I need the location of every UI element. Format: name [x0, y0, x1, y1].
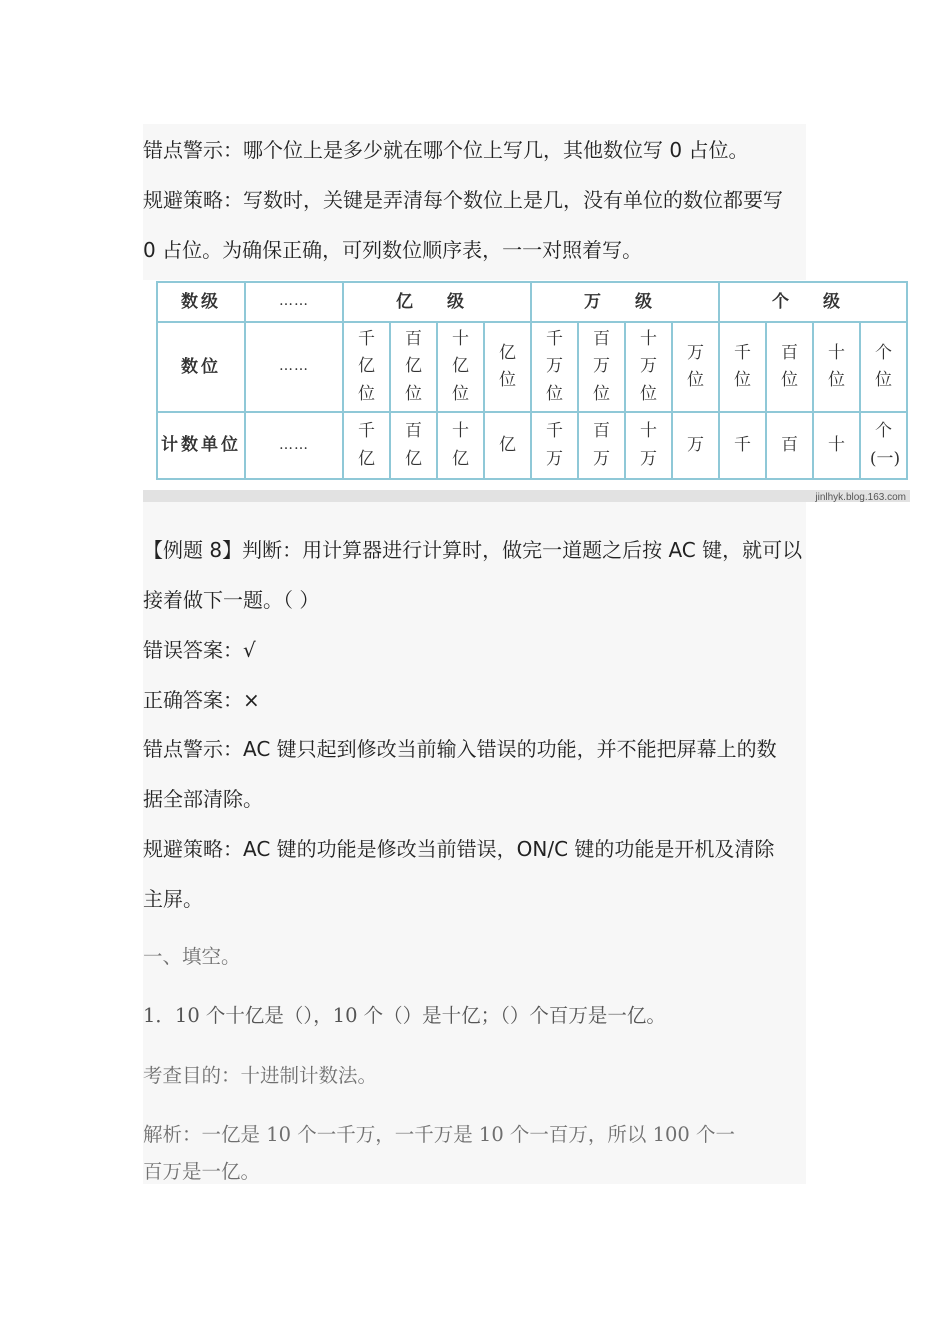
warning-text-2-cont: 据全部清除。 [143, 787, 263, 811]
strategy-text-2: 规避策略：AC 键的功能是修改当前错误，ON/C 键的功能是开机及清除 [143, 837, 775, 861]
dots-cell: …… [245, 412, 343, 479]
group-ge: 个 级 [719, 282, 907, 322]
unit-row [157, 412, 907, 479]
digit-cell: 个位 [860, 322, 907, 412]
unit-cell: 十 [813, 412, 860, 479]
digit-cell: 万位 [672, 322, 719, 412]
row-label-level: 数级 [157, 282, 245, 322]
exercise-question-1: 1．10 个十亿是（），10 个（）是十亿；（）个百万是一亿。 [143, 1004, 666, 1027]
unit-cell: 十万 [625, 412, 672, 479]
unit-cell: 万 [672, 412, 719, 479]
row-label-digit: 数位 [157, 322, 245, 412]
example-question-cont: 接着做下一题。（ ） [143, 588, 320, 612]
row-label-unit: 计数单位 [157, 412, 245, 479]
digit-row [157, 322, 907, 412]
section-heading: 一、填空。 [143, 945, 241, 968]
digit-cell: 百万位 [578, 322, 625, 412]
example-question: 【例题 8】判断：用计算器进行计算时，做完一道题之后按 AC 键，就可以 [143, 538, 803, 562]
unit-cell: 百亿 [390, 412, 437, 479]
unit-cell: 千 [719, 412, 766, 479]
digit-cell: 十亿位 [437, 322, 484, 412]
dots-cell: …… [245, 322, 343, 412]
correct-answer: 正确答案：× [143, 688, 260, 712]
digit-cell: 百亿位 [390, 322, 437, 412]
exam-purpose: 考查目的：十进制计数法。 [143, 1064, 378, 1087]
unit-cell: 十亿 [437, 412, 484, 479]
warning-text: 错点警示：哪个位上是多少就在哪个位上写几，其他数位写 0 占位。 [143, 138, 749, 162]
strategy-text-2-cont: 主屏。 [143, 887, 203, 911]
digit-cell: 百位 [766, 322, 813, 412]
analysis-text-cont: 百万是一亿。 [143, 1160, 261, 1183]
digit-cell: 千万位 [531, 322, 578, 412]
unit-cell: 千万 [531, 412, 578, 479]
unit-cell: 亿 [484, 412, 531, 479]
strategy-text: 规避策略：写数时，关键是弄清每个数位上是几，没有单位的数位都要写 [143, 188, 783, 212]
group-yi: 亿 级 [343, 282, 531, 322]
dots-cell: …… [245, 282, 343, 322]
digit-cell: 十位 [813, 322, 860, 412]
wrong-answer: 错误答案：√ [143, 638, 256, 662]
place-value-table [156, 281, 908, 480]
group-wan: 万 级 [531, 282, 719, 322]
digit-cell: 亿位 [484, 322, 531, 412]
unit-cell: 百 [766, 412, 813, 479]
digit-cell: 十万位 [625, 322, 672, 412]
digit-cell: 千位 [719, 322, 766, 412]
image-credit: jinlhyk.blog.163.com [815, 492, 906, 503]
unit-cell: 千亿 [343, 412, 390, 479]
digit-cell: 千亿位 [343, 322, 390, 412]
warning-text-2: 错点警示：AC 键只起到修改当前输入错误的功能，并不能把屏幕上的数 [143, 737, 777, 761]
strategy-text-cont: 0 占位。为确保正确，可列数位顺序表，一一对照着写。 [143, 238, 643, 262]
analysis-text: 解析：一亿是 10 个一千万，一千万是 10 个一百万，所以 100 个一 [143, 1123, 736, 1146]
unit-cell: 百万 [578, 412, 625, 479]
place-value-table-image [143, 280, 910, 502]
unit-cell: 个(一) [860, 412, 907, 479]
